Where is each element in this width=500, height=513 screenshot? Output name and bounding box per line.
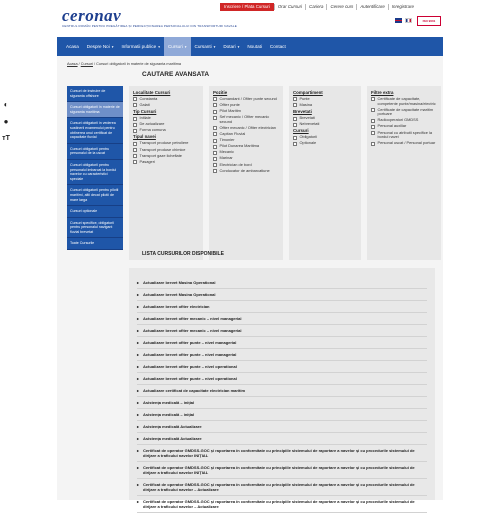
checkbox[interactable]	[133, 103, 137, 107]
course-result-label: Actualizare brevet ofiter punte – nivel operational	[143, 376, 237, 381]
nav-facilities[interactable]: Dotari ▾	[223, 44, 240, 49]
language-switcher	[395, 18, 412, 23]
filter-option[interactable]	[133, 97, 199, 102]
sidebar-item-shore-personnel[interactable]: Cursuri obligatorii pentru personalul de la uscat	[67, 144, 123, 160]
course-result-item[interactable]	[137, 361, 427, 373]
filter-option-label: Conducator de ambarcatiune	[219, 167, 270, 173]
filter-option[interactable]	[133, 116, 199, 121]
breadcrumb: Acasa / Cursuri / Cursuri obligatorii in materie de siguranta maritima	[67, 62, 181, 66]
page-title: CAUTARE AVANSATA	[142, 71, 210, 78]
sidebar-item-special-ships[interactable]: Cursuri obligatorii pentru personalul imbarcat la bordul navelor cu caracteristici speciale	[67, 160, 123, 185]
sidebar-item-optional[interactable]: Cursuri optionale	[67, 206, 123, 218]
top-link-course-request[interactable]: Cerere curs	[326, 4, 356, 10]
filter-option[interactable]	[213, 169, 279, 174]
course-result-item[interactable]	[137, 277, 427, 289]
course-result-label: Certificat de operator GMDSS-GOC și raportarea în conformitate cu principiile sistemului de raportare a navelor și cu procedurile sistemului de dirijare a traficului navelor INIȚIAL	[143, 465, 415, 475]
top-link-login[interactable]: Autentificare	[356, 4, 387, 10]
filter-option[interactable]	[213, 150, 279, 155]
checkbox[interactable]	[213, 151, 217, 155]
checkbox[interactable]	[293, 103, 297, 107]
top-link-schedule[interactable]: Orar Cursuri	[274, 4, 305, 10]
filter-option[interactable]	[371, 124, 437, 129]
arrow-right-icon: ▸	[137, 340, 140, 345]
course-result-item[interactable]	[137, 462, 427, 479]
filter-option[interactable]	[371, 141, 437, 146]
checkbox[interactable]	[213, 157, 217, 161]
filter-option[interactable]	[293, 97, 357, 102]
filter-option-label: Certificate de capacitate, competente punte/masina/electric	[377, 96, 436, 106]
course-result-label: Actualizare brevet ofiter mecanic – nivel managerial	[143, 328, 242, 333]
english-flag-icon[interactable]	[395, 18, 402, 23]
chevron-down-icon: ▾	[212, 45, 216, 49]
checkbox[interactable]	[213, 116, 217, 120]
filter-option-label: Comandant / Ofiter punte secund	[219, 96, 277, 101]
top-link-career[interactable]: Cariera	[305, 4, 326, 10]
filter-option-label: Pasageri	[139, 158, 155, 164]
nav-home[interactable]: Acasa	[66, 44, 79, 49]
arrow-right-icon: ▸	[137, 328, 140, 333]
course-result-label: Asistența medicală – inițial	[143, 400, 195, 405]
filter-option[interactable]	[371, 108, 437, 117]
course-result-label: Actualizare certificat de capacitate electrician maritim	[143, 388, 246, 393]
filter-option[interactable]	[133, 141, 199, 146]
checkbox[interactable]	[371, 125, 375, 129]
checkbox[interactable]	[371, 97, 375, 101]
site-logo[interactable]: ceronav CENTRUL ROMÂN PENTRU PREGĂTIREA ȘI PERFECȚIONAREA PERSONALULUI DIN TRANSPORTURI NAVALE	[62, 6, 237, 28]
checkbox[interactable]	[371, 108, 375, 112]
main-navigation	[57, 37, 443, 56]
contrast-icon[interactable]: ◐	[3, 100, 9, 109]
filter-option[interactable]	[213, 97, 279, 102]
site-header	[57, 0, 443, 36]
arrow-right-icon: ▸	[137, 364, 140, 369]
checkbox[interactable]	[213, 145, 217, 149]
certification-badge: ISO 9001	[417, 16, 441, 26]
course-result-label: Actualizare brevet ofiter punte – nivel managerial	[143, 352, 237, 357]
top-link-register[interactable]: Inregistrare	[388, 4, 417, 10]
checkbox[interactable]	[213, 132, 217, 136]
filter-heading: Tipul navei	[133, 134, 156, 140]
checkbox[interactable]	[213, 110, 217, 114]
arrow-right-icon: ▸	[137, 280, 140, 285]
checkbox[interactable]	[213, 163, 217, 167]
sidebar-item-all-courses[interactable]: Toate Cursurile	[67, 238, 123, 250]
checkbox[interactable]	[133, 129, 137, 133]
chevron-down-icon: ▾	[157, 45, 160, 49]
breadcrumb-home[interactable]: Acasa	[67, 62, 78, 66]
arrow-right-icon: ▸	[137, 376, 140, 381]
arrow-right-icon: ▸	[137, 388, 140, 393]
content-area	[57, 56, 443, 509]
arrow-right-icon: ▸	[137, 400, 140, 405]
checkbox[interactable]	[371, 142, 375, 146]
arrow-right-icon: ▸	[137, 304, 140, 309]
filter-heading: Compartiment	[293, 90, 323, 95]
course-result-label: Asistența medicală Actualizare	[143, 424, 202, 429]
filter-option-label: Ofiter punte	[219, 102, 240, 108]
filter-heading: Brevetati	[293, 109, 312, 115]
arrow-right-icon: ▸	[137, 292, 140, 297]
filter-option-label: Initiale	[139, 115, 151, 121]
course-result-item[interactable]	[137, 301, 427, 313]
filter-option[interactable]	[213, 163, 279, 168]
filter-heading: Pozitie	[213, 90, 228, 95]
checkbox[interactable]	[213, 126, 217, 130]
checkbox[interactable]	[133, 154, 137, 158]
course-result-label: Actualizare brevet ofiter punte – nivel operational	[143, 364, 237, 369]
filter-option-label: Personal uscat / Personal portuar	[377, 140, 436, 146]
filter-option[interactable]	[133, 148, 199, 153]
nav-trainees[interactable]: Cursanti ▾	[194, 44, 216, 49]
checkbox[interactable]	[371, 119, 375, 123]
filter-option-label: Galati	[139, 102, 150, 108]
course-result-item[interactable]	[137, 479, 427, 496]
filter-column-position	[209, 86, 283, 260]
course-result-label: Certificat de operator GMDSS-GOC și raportarea în conformitate cu principiile sistemului de raportare a navelor și cu procedurile sistemului de dirijare a traficului navelor – Actualizare	[143, 499, 415, 509]
filter-option-label: Ofiter mecanic / Ofiter electrician	[219, 124, 276, 130]
filter-option[interactable]	[371, 118, 437, 123]
filter-column-location-type	[129, 86, 203, 260]
top-links	[220, 3, 417, 11]
filter-option[interactable]	[213, 138, 279, 143]
filter-option-label: Sef mecanic / Ofiter mecanic secund	[219, 114, 270, 124]
course-result-label: Certificat de operator GMDSS-GOC și raportarea în conformitate cu principiile sistemului de raportare a navelor și cu procedurile sistemului de dirijare a traficului navelor – Actualizare	[143, 482, 415, 492]
filter-option[interactable]	[213, 126, 279, 131]
course-result-item[interactable]	[137, 325, 427, 337]
sidebar-item-fluvial-exam[interactable]: Cursuri obligatorii in vederea sustinerii examenului pentru obtinerea unui certificat de capacitate fluvial	[67, 118, 123, 143]
filter-option-label: Transport produse chimice	[139, 146, 186, 152]
top-link-register-pay[interactable]: Inscriere / Plata Cursuri	[220, 3, 274, 11]
ink-drop-icon[interactable]: ●	[3, 117, 9, 126]
french-flag-icon[interactable]	[405, 18, 412, 23]
filter-option-label: Transport produse petroliere	[139, 140, 189, 146]
checkbox[interactable]	[133, 97, 137, 101]
filter-option-label: Radiooperatori GMDSS	[377, 117, 419, 123]
filter-option-label: Optionale	[299, 140, 317, 146]
filter-option-label: Nebrevetati	[299, 121, 320, 127]
checkbox[interactable]	[371, 131, 375, 135]
results-title: LISTA CURSURILOR DISPONIBILE	[142, 251, 224, 257]
course-result-item[interactable]	[137, 433, 427, 445]
filter-option[interactable]	[293, 135, 357, 140]
filter-column-extra	[367, 86, 441, 260]
sidebar-item-offshore[interactable]: Cursuri de instruire de siguranta offshore	[67, 86, 123, 102]
checkbox[interactable]	[213, 139, 217, 143]
checkbox[interactable]	[293, 123, 297, 127]
course-result-label: Actualizare brevet ofiter mecanic – nivel managerial	[143, 316, 242, 321]
checkbox[interactable]	[293, 97, 297, 101]
filter-option-label: Personal cu atributii specifice la bordul navei	[377, 129, 432, 140]
filter-option-label: Masina	[299, 102, 313, 108]
filter-heading: Cursuri	[293, 128, 309, 134]
course-result-label: Asistența medicală Actualizare	[143, 436, 202, 441]
filter-option-label: Transport gaze lichefiate	[139, 152, 182, 158]
filter-option-label: Mecanic	[219, 149, 234, 155]
course-result-label: Certificat de operator GMDSS-GOC și raportarea în conformitate cu principiile sistemului de raportare a navelor și cu procedurile sistemului de dirijare a traficului navelor INIȚIAL	[143, 448, 415, 458]
arrow-right-icon: ▸	[137, 352, 140, 357]
filter-option[interactable]	[293, 116, 357, 121]
chevron-down-icon: ▾	[236, 45, 240, 49]
filter-option[interactable]	[293, 141, 357, 146]
course-result-label: Actualizare brevet Masina Operational	[143, 292, 216, 297]
filter-option[interactable]	[133, 160, 199, 165]
filter-option-label: Constanta	[139, 96, 158, 101]
advanced-search-filters	[129, 86, 441, 260]
chevron-down-icon: ▾	[110, 45, 114, 49]
checkbox[interactable]	[293, 136, 297, 140]
filter-option-label: Timonier	[219, 137, 235, 143]
filter-option-label: De actualizare	[139, 121, 165, 127]
checkbox[interactable]	[133, 117, 137, 121]
accessibility-toolbar	[2, 100, 12, 151]
arrow-right-icon: ▸	[137, 499, 140, 504]
checkbox[interactable]	[213, 103, 217, 107]
filter-option-label: Certificate de capacitate maritim portuare	[377, 106, 434, 117]
text-size-icon[interactable]: тT	[2, 135, 10, 142]
filter-option[interactable]	[213, 109, 279, 114]
filter-heading: Filtre extra	[371, 90, 394, 95]
arrow-right-icon: ▸	[137, 316, 140, 321]
course-result-item[interactable]	[137, 409, 427, 421]
course-result-label: Asistența medicală – inițial	[143, 412, 195, 417]
filter-heading: Localitate Cursuri	[133, 90, 171, 95]
filter-option-label: Punte	[299, 96, 310, 101]
nav-news[interactable]: Noutati	[247, 44, 262, 49]
arrow-right-icon: ▸	[137, 448, 140, 453]
filter-option[interactable]	[133, 122, 199, 127]
chevron-down-icon: ▾	[183, 45, 187, 49]
checkbox[interactable]	[133, 123, 137, 127]
filter-option-label: Forma comuna	[139, 127, 166, 133]
course-result-item[interactable]	[137, 313, 427, 325]
filter-option[interactable]	[213, 103, 279, 108]
filter-column-department	[289, 86, 361, 260]
breadcrumb-current: Cursuri obligatorii in materie de siguranta maritima	[96, 62, 181, 66]
arrow-right-icon: ▸	[137, 412, 140, 417]
filter-option[interactable]	[133, 103, 199, 108]
checkbox[interactable]	[133, 142, 137, 146]
course-result-item[interactable]	[137, 349, 427, 361]
nav-courses[interactable]: Cursuri ▾	[164, 37, 191, 56]
course-result-item[interactable]	[137, 373, 427, 385]
checkbox[interactable]	[133, 160, 137, 164]
filter-option[interactable]	[133, 128, 199, 133]
course-result-label: Actualizare brevet ofiter punte – nivel managerial	[143, 340, 237, 345]
checkbox[interactable]	[213, 169, 217, 173]
filter-option[interactable]	[293, 103, 357, 108]
sidebar-item-maritime-safety[interactable]: Cursuri obligatorii in materie de siguranta maritima	[67, 102, 123, 118]
course-result-item[interactable]	[137, 397, 427, 409]
sidebar-item-fluvial-specific[interactable]: Cursuri specifice, obligatorii pentru personalul navigant fluvial brevetat	[67, 218, 123, 239]
filter-option[interactable]	[213, 156, 279, 161]
course-result-item[interactable]	[137, 421, 427, 433]
filter-option[interactable]	[371, 97, 437, 106]
filter-option-label: Obligatorii	[299, 134, 318, 140]
nav-contact[interactable]: Contact	[269, 44, 286, 49]
filter-option[interactable]	[213, 115, 279, 124]
filter-option-label: Pilot Maritim	[219, 108, 241, 114]
course-result-label: Actualizare brevet ofiter electrician	[143, 304, 210, 309]
nav-public-info[interactable]: Informatii publice ▾	[121, 44, 160, 49]
arrow-right-icon: ▸	[137, 436, 140, 441]
filter-option-label: Personal auxiliar	[377, 123, 407, 129]
checkbox[interactable]	[293, 142, 297, 146]
filter-option[interactable]	[371, 131, 437, 140]
arrow-right-icon: ▸	[137, 482, 140, 487]
filter-option[interactable]	[133, 154, 199, 159]
filter-heading: Tip Cursuri	[133, 109, 157, 115]
filter-option-label: Electrician de bord	[219, 161, 252, 167]
filter-option-label: Marinar	[219, 155, 233, 161]
course-result-label: Actualizare brevet Masina Operational	[143, 280, 216, 285]
checkbox[interactable]	[133, 148, 137, 152]
filter-option[interactable]	[293, 122, 357, 127]
arrow-right-icon: ▸	[137, 424, 140, 429]
nav-about[interactable]: Despre Noi ▾	[86, 44, 114, 49]
course-result-item[interactable]	[137, 385, 427, 397]
filter-option[interactable]	[213, 132, 279, 137]
filter-option[interactable]	[213, 144, 279, 149]
course-category-sidebar	[67, 86, 123, 250]
course-results-list	[129, 268, 435, 509]
arrow-right-icon: ▸	[137, 465, 140, 470]
course-result-item[interactable]	[137, 445, 427, 462]
breadcrumb-courses[interactable]: Cursuri	[80, 62, 93, 66]
filter-option-label: Brevetati	[299, 115, 315, 121]
course-result-item[interactable]	[137, 289, 427, 301]
filter-option-label: Capitan Fluvial	[219, 131, 246, 137]
sidebar-item-maritime-pilots[interactable]: Cursuri obligatorii pentru pilotii maritimi, altii decat pilotii de mare larga	[67, 185, 123, 206]
course-result-item[interactable]	[137, 337, 427, 349]
filter-option-label: Pilot Dunarea Maritima	[219, 143, 260, 149]
course-result-item[interactable]	[137, 496, 427, 513]
checkbox[interactable]	[293, 117, 297, 121]
checkbox[interactable]	[213, 97, 217, 101]
